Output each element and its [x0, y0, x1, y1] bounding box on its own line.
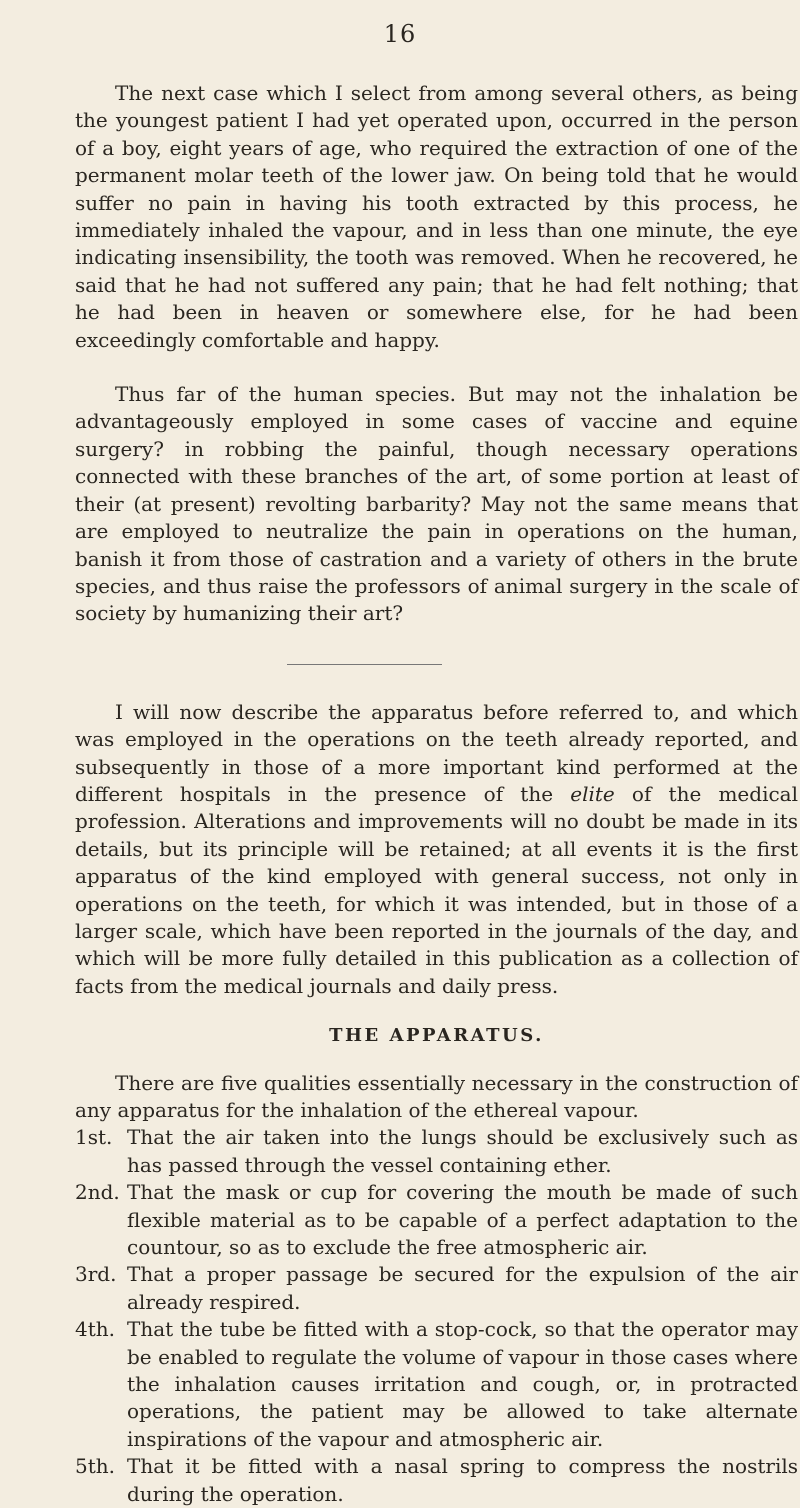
list-item-text: That the tube be fitted with a stop-cock, so that the operator may be enabled to regulate the volume of vapour in those cases where the inhalation causes irritation and cough, or, in protracted operations, the patient may be allowed to take alternate inspirations of the vapour and atmospheric air.	[127, 1317, 798, 1451]
page-body	[75, 80, 798, 1508]
section-divider	[287, 664, 442, 665]
list-item-label: 5th.	[75, 1454, 115, 1479]
list-item-text: That the mask or cup for covering the mouth be made of such flexible material as to be capable of a perfect adaptation to the countour, so as to exclude the free atmospheric air.	[127, 1180, 798, 1260]
list-item-label: 4th.	[75, 1317, 115, 1342]
italic-elite: elite	[570, 781, 615, 806]
list-item	[75, 1179, 798, 1261]
list-item-label: 3rd.	[75, 1262, 117, 1287]
apparatus-intro-start: I will now describe the apparatus before referred to, and which was employed in the operations on the teeth already reported, and subsequently in those of a more important kind performed at the different hospitals in the presence of the	[75, 699, 798, 806]
paragraph-boy-case: The next case which I select from among several others, as being the youngest patient I had yet operated upon, occurred in the person of a boy, eight years of age, who required the extraction of one of the permanent molar teeth of the lower jaw. On being told that he would suffer no pain in having his tooth extracted by this process, he immediately inhaled the vapour, and in less than one minute, the eye indicating insensibility, the tooth was removed. When he recovered, he said that he had not suffered any pain; that he had felt nothing; that he had been in heaven or somewhere else, for he had been exceedingly comfortable and happy.	[75, 81, 798, 352]
list-item-text: That a proper passage be secured for the expulsion of the air already respired.	[127, 1262, 798, 1314]
apparatus-intro-end: of the medical profession. Alterations and improvements will no doubt be made in its details, but its principle will be retained; at all events it is the first apparatus of the kind employed with general success, not only in operations on the teeth, for which it was intended, but in those of a larger scale, which have been reported in the journals of the day, and which will be more fully detailed in this publication as a collection of facts from the medical journals and daily press.	[75, 781, 798, 998]
list-item	[75, 1316, 798, 1453]
section-heading: THE APPARATUS.	[329, 1025, 544, 1047]
list-item-text: That the air taken into the lungs should be exclusively such as has passed through the vessel containing ether.	[127, 1125, 798, 1177]
list-item-label: 1st.	[75, 1125, 113, 1150]
list-item	[75, 1261, 798, 1316]
list-item-text: That it be fitted with a nasal spring to compress the nostrils during the operation.	[127, 1454, 798, 1506]
list-item	[75, 1124, 798, 1179]
paragraph-animal-surgery: Thus far of the human species. But may not the inhalation be advantageously employed in some cases of vaccine and equine surgery? in robbing the painful, though necessary operations connected with these branches of the art, of some portion at least of their (at present) revolting barbarity? May not the same means that are employed to neutralize the pain in operations on the human, banish it from those of castration and a variety of others in the brute species, and thus raise the professors of animal surgery in the scale of society by humanizing their art?	[75, 382, 798, 626]
list-item-label: 2nd.	[75, 1180, 120, 1205]
paragraph-apparatus-intro	[75, 699, 798, 1000]
paragraph-five-qualities: There are five qualities essentially necessary in the construction of any apparatus for the inhalation of the ethereal vapour.	[75, 1070, 798, 1122]
page-number: 16	[383, 20, 417, 48]
list-item	[75, 1453, 798, 1508]
qualities-list	[75, 1124, 798, 1508]
